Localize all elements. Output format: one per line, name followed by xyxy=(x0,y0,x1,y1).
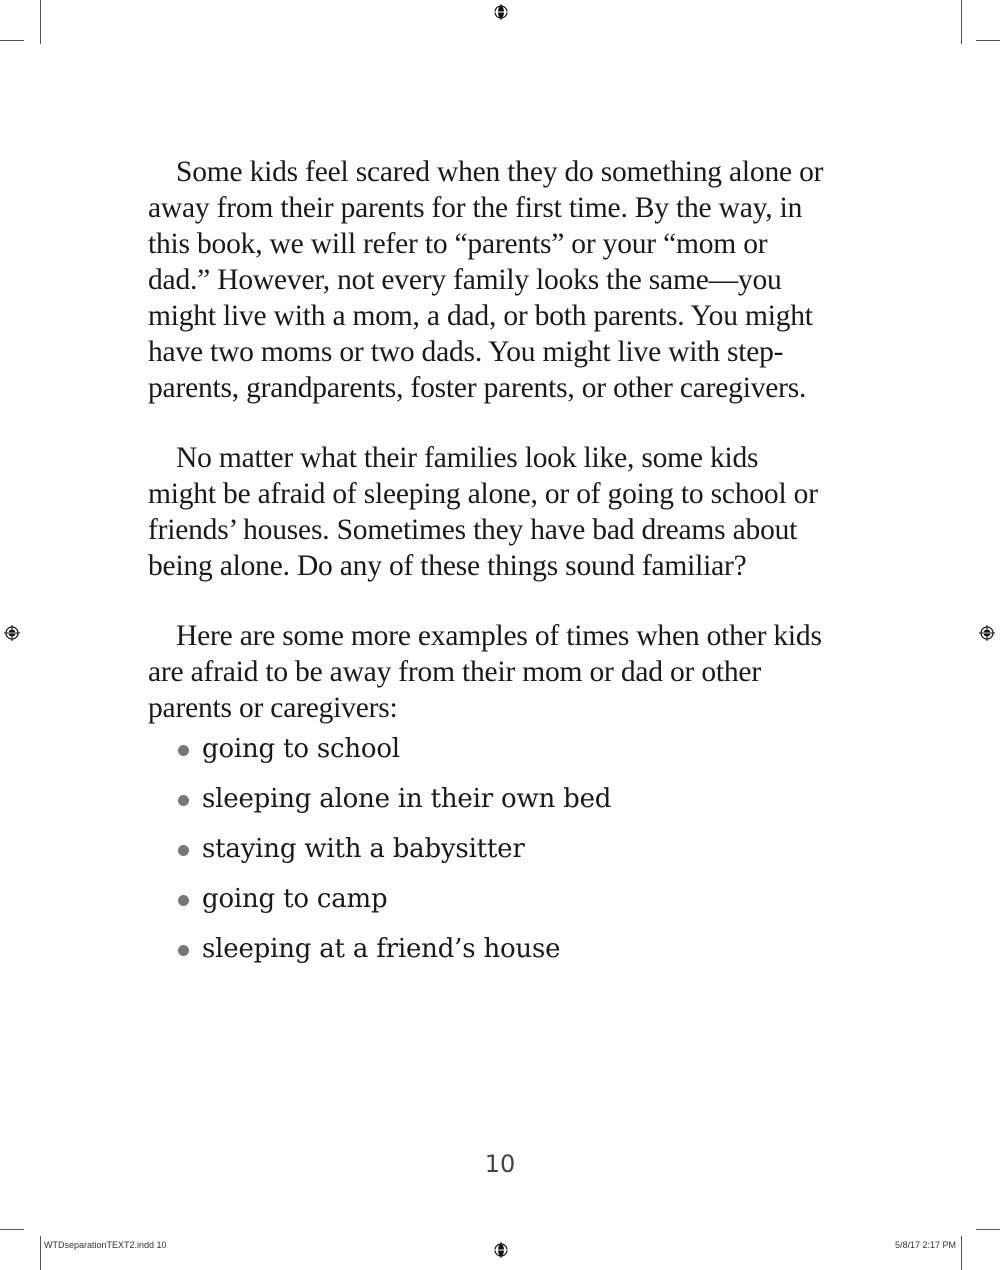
list-item: staying with a babysitter xyxy=(176,832,828,882)
crop-mark-top-right-vertical xyxy=(961,0,962,44)
example-list xyxy=(148,732,828,982)
list-item: going to school xyxy=(176,732,828,782)
paragraph: Some kids feel scared when they do something alone or away from their parents for the first time. By the way, in this book, we will refer to “parents” or your “mom or dad.” However, not every family looks the same—you might live with a mom, a dad, or both parents. You might have two moms or two dads. You might live with step-parents, grandparents, foster parents, or other caregivers. xyxy=(148,156,824,404)
registration-mark-icon xyxy=(493,4,509,20)
paragraph: No matter what their families look like, some kids might be afraid of sleeping alone, or of going to school or friends’ houses. Sometimes they have bad dreams about being alone. Do any of these things sound familiar? xyxy=(148,442,818,582)
crop-mark-bottom-left-vertical xyxy=(40,1236,41,1270)
crop-mark-top-right-horizontal xyxy=(976,40,1000,41)
registration-mark-icon xyxy=(493,1242,509,1258)
registration-mark-icon xyxy=(4,625,20,641)
crop-mark-bottom-left-horizontal xyxy=(0,1229,24,1230)
bullet-icon xyxy=(178,945,189,956)
page-number: 10 xyxy=(484,1150,516,1178)
bullet-icon xyxy=(178,795,189,806)
list-item: sleeping alone in their own bed xyxy=(176,782,828,832)
crop-mark-top-left-vertical xyxy=(40,0,41,44)
bullet-icon xyxy=(178,895,189,906)
crop-mark-top-left-horizontal xyxy=(0,40,24,41)
list-item: sleeping at a friend’s house xyxy=(176,932,828,982)
registration-mark-icon xyxy=(979,625,995,641)
bullet-icon xyxy=(178,845,189,856)
slug-datetime: 5/8/17 2:17 PM xyxy=(894,1240,956,1250)
crop-mark-bottom-right-horizontal xyxy=(976,1229,1000,1230)
bullet-icon xyxy=(178,745,189,756)
body-text xyxy=(148,154,828,982)
list-item: going to camp xyxy=(176,882,828,932)
slug-filename: WTDseparationTEXT2.indd 10 xyxy=(44,1240,167,1250)
crop-mark-bottom-right-vertical xyxy=(961,1236,962,1270)
paragraph: Here are some more examples of times when other kids are afraid to be away from their mom or dad or other parents or caregivers: xyxy=(148,620,822,724)
